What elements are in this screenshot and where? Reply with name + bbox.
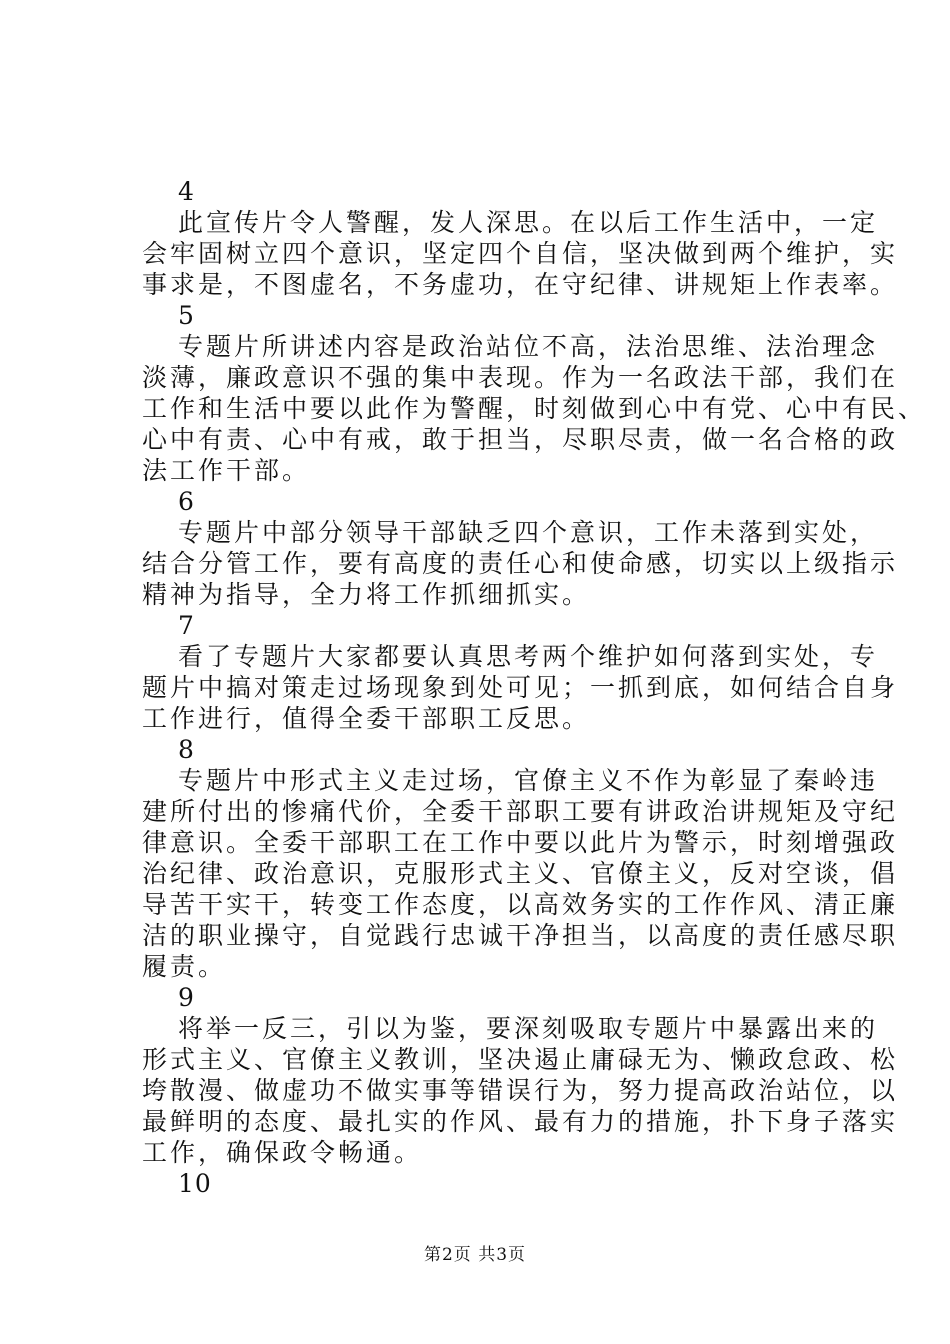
page-footer: 第2页 共3页 <box>423 1245 527 1265</box>
paragraph-line: 将举一反三，引以为鉴，要深刻吸取专题片中暴露出来的 <box>178 1014 879 1043</box>
paragraph-line: 淡薄，廉政意识不强的集中表现。作为一名政法干部，我们在 <box>142 363 899 392</box>
paragraph <box>142 207 899 300</box>
paragraph <box>142 1013 899 1168</box>
paragraph-line: 工作和生活中要以此作为警醒，时刻做到心中有党、心中有民、 <box>142 394 927 423</box>
paragraph-line: 专题片中部分领导干部缺乏四个意识，工作未落到实处， <box>178 518 879 547</box>
paragraph-line: 事求是，不图虚名，不务虚功，在守纪律、讲规矩上作表率。 <box>142 270 899 299</box>
paragraph-line: 垮散漫、做虚功不做实事等错误行为，努力提高政治站位，以 <box>142 1076 899 1105</box>
paragraph-line: 会牢固树立四个意识，坚定四个自信，坚决做到两个维护，实 <box>142 239 899 268</box>
paragraph-line: 此宣传片令人警醒，发人深思。在以后工作生活中，一定 <box>178 208 879 237</box>
paragraph-line: 精神为指导，全力将工作抓细抓实。 <box>142 580 591 609</box>
paragraph-line: 专题片所讲述内容是政治站位不高，法治思维、法治理念 <box>178 332 879 361</box>
item-number: 4 <box>178 177 195 206</box>
paragraph-line: 治纪律、政治意识，克服形式主义、官僚主义，反对空谈，倡 <box>142 859 899 888</box>
paragraph-line: 最鲜明的态度、最扎实的作风、最有力的措施，扑下身子落实 <box>142 1107 899 1136</box>
item-number: 5 <box>178 301 195 330</box>
paragraph-line: 导苦干实干，转变工作态度，以高效务实的工作作风、清正廉 <box>142 890 899 919</box>
item-number: 7 <box>178 611 195 640</box>
paragraph <box>142 517 899 610</box>
paragraph-line: 形式主义、官僚主义教训，坚决遏止庸碌无为、懒政怠政、松 <box>142 1045 899 1074</box>
paragraph-line: 专题片中形式主义走过场，官僚主义不作为彰显了秦岭违 <box>178 766 879 795</box>
paragraph <box>142 641 899 734</box>
paragraph-line: 建所付出的惨痛代价，全委干部职工要有讲政治讲规矩及守纪 <box>142 797 899 826</box>
paragraph-line: 洁的职业操守，自觉践行忠诚干净担当，以高度的责任感尽职 <box>142 921 899 950</box>
paragraph-line: 心中有责、心中有戒，敢于担当，尽职尽责，做一名合格的政 <box>142 425 899 454</box>
paragraph-line: 法工作干部。 <box>142 456 311 485</box>
item-number: 9 <box>178 983 195 1012</box>
paragraph-line: 工作，确保政令畅通。 <box>142 1138 423 1167</box>
item-number: 10 <box>178 1169 212 1198</box>
paragraph <box>142 331 927 486</box>
document-body <box>142 176 927 1199</box>
paragraph <box>142 765 899 982</box>
paragraph-line: 工作进行，值得全委干部职工反思。 <box>142 704 591 733</box>
item-number: 6 <box>178 487 195 516</box>
paragraph-line: 题片中搞对策走过场现象到处可见；一抓到底，如何结合自身 <box>142 673 899 702</box>
paragraph-line: 履责。 <box>142 952 227 981</box>
paragraph-line: 律意识。全委干部职工在工作中要以此片为警示，时刻增强政 <box>142 828 899 857</box>
paragraph-line: 结合分管工作，要有高度的责任心和使命感，切实以上级指示 <box>142 549 899 578</box>
paragraph-line: 看了专题片大家都要认真思考两个维护如何落到实处，专 <box>178 642 879 671</box>
item-number: 8 <box>178 735 195 764</box>
